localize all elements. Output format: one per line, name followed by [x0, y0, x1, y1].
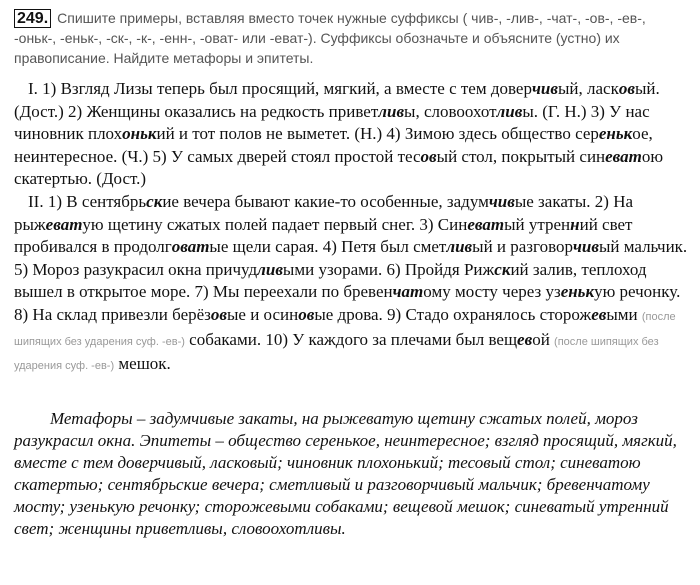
text-run: ый утрен — [504, 214, 571, 234]
text-run: ый, ласк — [557, 79, 619, 98]
suffix: н — [570, 214, 580, 234]
suffix: лив — [496, 101, 523, 121]
suffix: лив — [378, 101, 405, 121]
suffix-hint: (после шипящих без ударения суф. -ев-) — [14, 310, 676, 348]
suffix: ск — [494, 259, 511, 279]
suffix: чив — [572, 237, 599, 257]
suffix: оньк — [122, 124, 157, 144]
task-statement — [14, 8, 690, 68]
exercise-part-1 — [14, 78, 690, 191]
suffix: ев — [517, 329, 533, 349]
text-run: ы, словоохот — [404, 101, 497, 121]
suffix: ов — [210, 304, 227, 324]
suffix: чат — [392, 282, 424, 302]
text-run: ой — [532, 329, 555, 349]
text-run: ый мальчик. 5) Мороз разукрасил окна причуд — [14, 237, 688, 279]
text-run: ие вечера бывают какие-то особенные, задум — [162, 191, 489, 211]
text-run: ый. (Дост.) 2) Женщины оказались на редкость привет — [14, 79, 660, 121]
suffix: еват — [45, 214, 83, 234]
suffix: ов — [420, 146, 437, 166]
text-run: ую щетину сжатых полей падает первый снег. 3) Син — [82, 214, 468, 234]
text-run: ий и тот полов не выметет. (Н.) 4) Зимою здесь общество сер — [156, 124, 599, 144]
exercise-number: 249. — [14, 9, 51, 28]
suffix: еньк — [560, 282, 595, 302]
text-run: ые дрова. 9) Стадо охранялось сторож — [314, 304, 592, 324]
text-run: ые закаты. 2) На рыж — [14, 191, 634, 234]
suffix: еньк — [598, 124, 633, 144]
text-run: ому мосту через уз — [423, 282, 561, 302]
text-run: ыми узорами. 6) Пройдя Риж — [282, 259, 495, 279]
text-run: ое, неинтересное. (Ч.) 5) У самых дверей стоял простой тес — [14, 124, 653, 166]
text-run: ый стол, покрытый син — [436, 146, 606, 166]
suffix: чив — [488, 191, 515, 211]
suffix: чив — [531, 79, 558, 98]
exercise-text — [14, 78, 690, 378]
text-run: собаками. 10) У каждого за плечами был вещ — [184, 329, 518, 349]
answer-block — [14, 408, 690, 539]
suffix: ов — [298, 304, 315, 324]
task-instructions: Спишите примеры, вставляя вместо точек нужные суффиксы ( чив-, -лив-, -чат-, -ов-, -ев-, -оньк-, -еньк-, -ск-, -к-, -енн-, -оват- или -еват-). Суффиксы обозначьте и объясните (устно) их правописание. Найдите метафоры и эпитеты. — [14, 10, 646, 66]
text-run: ые и осин — [226, 304, 299, 324]
exercise-part-2 — [14, 191, 690, 378]
suffix: ск — [146, 191, 163, 211]
suffix: оват — [171, 237, 210, 257]
text-run: ые щели сарая. 4) Петя был смет — [209, 237, 447, 257]
suffix: еват — [467, 214, 505, 234]
suffix: ов — [618, 79, 635, 98]
suffix: ев — [591, 304, 607, 324]
text-run: II. 1) В сентябрь — [28, 191, 147, 211]
text-run: ы. (Г. Н.) 3) У нас чиновник плох — [14, 101, 650, 144]
text-run: ою скатертью. (Дост.) — [14, 146, 664, 189]
answer-text: Метафоры – задумчивые закаты, на рыжеватую щетину сжатых полей, мороз разукрасил окна. Эпитеты – общество серенькое, неинтересное; взгляд просящий, мягкий, вместе с тем доверчивый, ласковый; чиновник плохонький; тесовый стол; синеватою скатертью; сентябрьские вечера; сметливый и разговорчивый мальчик; бревенчатому мосту; узенькую речонку; сторожевыми собаками; вещевой мешок; синеватый утренний свет; женщины приветливы, словоохотливы. — [14, 409, 677, 538]
suffix: лив — [257, 259, 283, 279]
text-run: I. 1) Взгляд Лизы теперь был просящий, мягкий, а вместе с тем довер — [28, 79, 532, 98]
text-run: ый и разговор — [472, 237, 573, 257]
text-run: ий залив, теплоход вышел в открытое море. 7) Мы переехали по бревен — [14, 259, 647, 302]
text-run: мешок. — [114, 354, 171, 374]
text-run: ыми — [606, 304, 642, 324]
text-run: ий свет пробивался в продолг — [14, 214, 633, 257]
suffix: еват — [605, 146, 642, 166]
suffix-hint: (после шипящих без ударения суф. -ев-) — [14, 335, 659, 373]
suffix: лив — [446, 237, 473, 257]
text-run: ую речонку. 8) На склад привезли берёз — [14, 282, 681, 324]
